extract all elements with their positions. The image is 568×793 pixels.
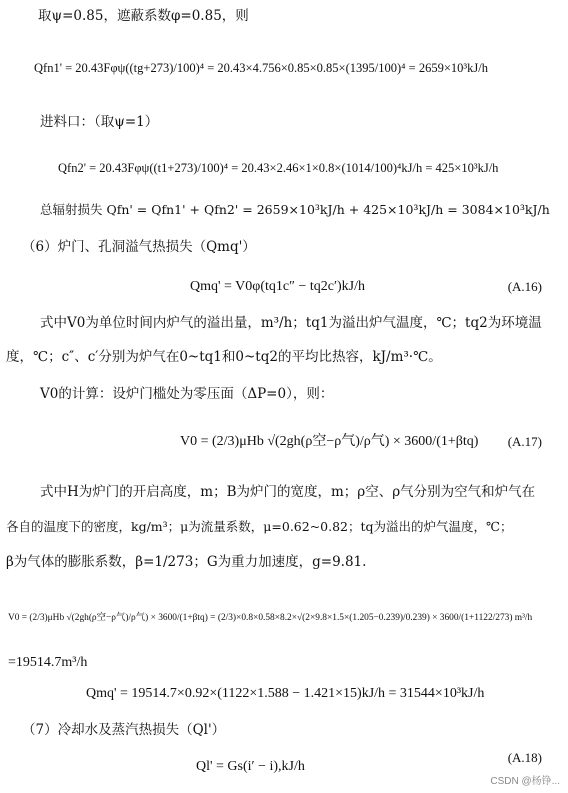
equation-v0-computed: V0 = (2/3)μHb √(2gh(ρ空−ρ气)/ρ气) × 3600/(1+βtq) = (2/3)×0.8×0.58×8.2×√(2×9.8×1.5×(1.205−0.239)/0.239) × 3600/(1+1122/273) m³/h: [8, 613, 533, 623]
text-line: 总辐射损失 Qfn' = Qfn1' + Qfn2' = 2659×10³kJ/h + 425×10³kJ/h = 3084×10³kJ/h: [40, 202, 550, 217]
text-line: 式中H为炉门的开启高度，m；B为炉门的宽度，m；ρ空、ρ气分别为空气和炉气在: [40, 484, 536, 500]
text-line: β为气体的膨胀系数，β=1/273；G为重力加速度，g=9.81.: [6, 554, 367, 570]
equation-v0: V0 = (2/3)μHb √(2gh(ρ空−ρ气)/ρ气) × 3600/(1+βtq): [180, 434, 479, 449]
section-heading: （6）炉门、孔洞溢气热损失（Qmq'）: [22, 239, 256, 255]
equation-number: (A.17): [507, 434, 542, 449]
watermark-text: CSDN @杨铮...: [490, 776, 560, 787]
text-line: 各自的温度下的密度，kg/m³；μ为流量系数，μ=0.62~0.82；tq为溢出的炉气温度，℃；: [6, 519, 513, 534]
equation-ql: Ql' = Gs(i′ − i),kJ/h: [196, 759, 305, 774]
text-line: 度，℃；c″、c′分别为炉气在0~tq1和0~tq2的平均比热容，kJ/m³·℃。: [6, 349, 442, 365]
text-line: 进料口：（取ψ=1）: [40, 114, 159, 130]
text-line: 取ψ=0.85，遮蔽系数φ=0.85，则: [38, 8, 249, 24]
equation-qmq: Qmq' = V0φ(tq1c″ − tq2c′)kJ/h: [190, 279, 366, 294]
equation-number: (A.18): [507, 750, 542, 765]
result-v0: =19514.7m³/h: [8, 655, 88, 670]
section-heading: （7）冷却水及蒸汽热损失（Ql'）: [22, 722, 226, 738]
text-line: 式中V0为单位时间内炉气的溢出量，m³/h；tq1为溢出炉气温度，℃；tq2为环境温: [40, 315, 542, 331]
text-line: V0的计算：设炉门槛处为零压面（ΔP=0），则：: [40, 386, 334, 402]
equation-qmq-computed: Qmq' = 19514.7×0.92×(1122×1.588 − 1.421×15)kJ/h = 31544×10³kJ/h: [86, 686, 485, 701]
equation-qfn2: Qfn2' = 20.43Fφψ((t1+273)/100)⁴ = 20.43×2.46×1×0.8×(1014/100)⁴kJ/h = 425×10³kJ/h: [58, 161, 499, 175]
equation-number: (A.16): [507, 279, 542, 294]
equation-qfn1: Qfn1' = 20.43Fφψ((tg+273)/100)⁴ = 20.43×4.756×0.85×0.85×(1395/100)⁴ = 2659×10³kJ/h: [34, 61, 488, 75]
